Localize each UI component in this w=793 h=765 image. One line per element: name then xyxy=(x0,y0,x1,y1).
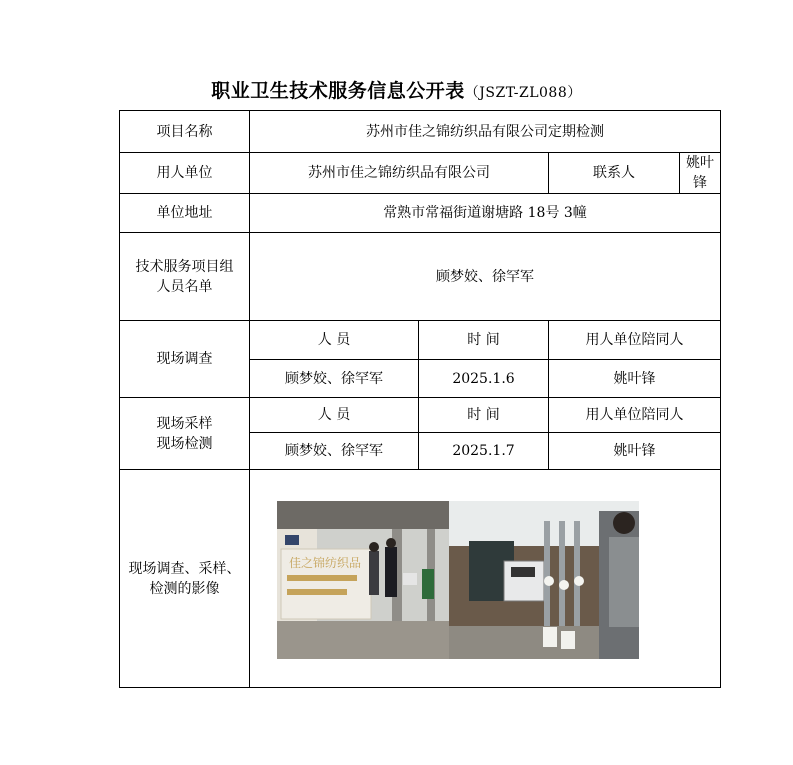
project-name-label: 项目名称 xyxy=(120,111,250,153)
building-entrance-photo xyxy=(277,501,449,659)
photo-strip xyxy=(250,471,720,687)
team-label: 技术服务项目组人员名单 xyxy=(120,233,250,321)
sampling-label: 现场采样 现场检测 xyxy=(120,398,250,470)
survey-col-escort: 用人单位陪同人 xyxy=(549,321,721,360)
sampling-col-time: 时 间 xyxy=(419,398,549,433)
row-sampling-header xyxy=(120,398,721,433)
survey-col-time: 时 间 xyxy=(419,321,549,360)
textile-machine-photo xyxy=(449,501,639,659)
page-title xyxy=(0,76,793,103)
sampling-col-person: 人 员 xyxy=(250,398,419,433)
survey-time: 2025.1.6 xyxy=(419,360,549,398)
survey-person: 顾梦姣、徐罕军 xyxy=(250,360,419,398)
title-text: 职业卫生技术服务信息公开表 xyxy=(211,80,465,102)
contact-label: 联系人 xyxy=(549,153,680,194)
survey-escort: 姚叶锋 xyxy=(549,360,721,398)
row-team xyxy=(120,233,721,321)
sign-text: 佳之锦纺织品 xyxy=(289,555,362,570)
info-table xyxy=(119,110,721,688)
row-project-name xyxy=(120,111,721,153)
employer-value: 苏州市佳之锦纺织品有限公司 xyxy=(250,153,549,194)
images-cell xyxy=(250,470,721,688)
survey-label: 现场调查 xyxy=(120,321,250,398)
images-label: 现场调查、采样、检测的影像 xyxy=(120,470,250,688)
row-images xyxy=(120,470,721,688)
row-employer xyxy=(120,153,721,194)
sampling-escort: 姚叶锋 xyxy=(549,433,721,470)
sampling-time: 2025.1.7 xyxy=(419,433,549,470)
sampling-person: 顾梦姣、徐罕军 xyxy=(250,433,419,470)
row-address xyxy=(120,194,721,233)
employer-label: 用人单位 xyxy=(120,153,250,194)
title-code: （JSZT-ZL088） xyxy=(464,85,582,101)
sampling-col-escort: 用人单位陪同人 xyxy=(549,398,721,433)
row-survey-header xyxy=(120,321,721,360)
project-name-value: 苏州市佳之锦纺织品有限公司定期检测 xyxy=(250,111,721,153)
team-value: 顾梦姣、徐罕军 xyxy=(250,233,721,321)
address-label: 单位地址 xyxy=(120,194,250,233)
contact-value: 姚叶锋 xyxy=(680,153,721,194)
address-value: 常熟市常福街道谢塘路 18号 3幢 xyxy=(250,194,721,233)
survey-col-person: 人 员 xyxy=(250,321,419,360)
